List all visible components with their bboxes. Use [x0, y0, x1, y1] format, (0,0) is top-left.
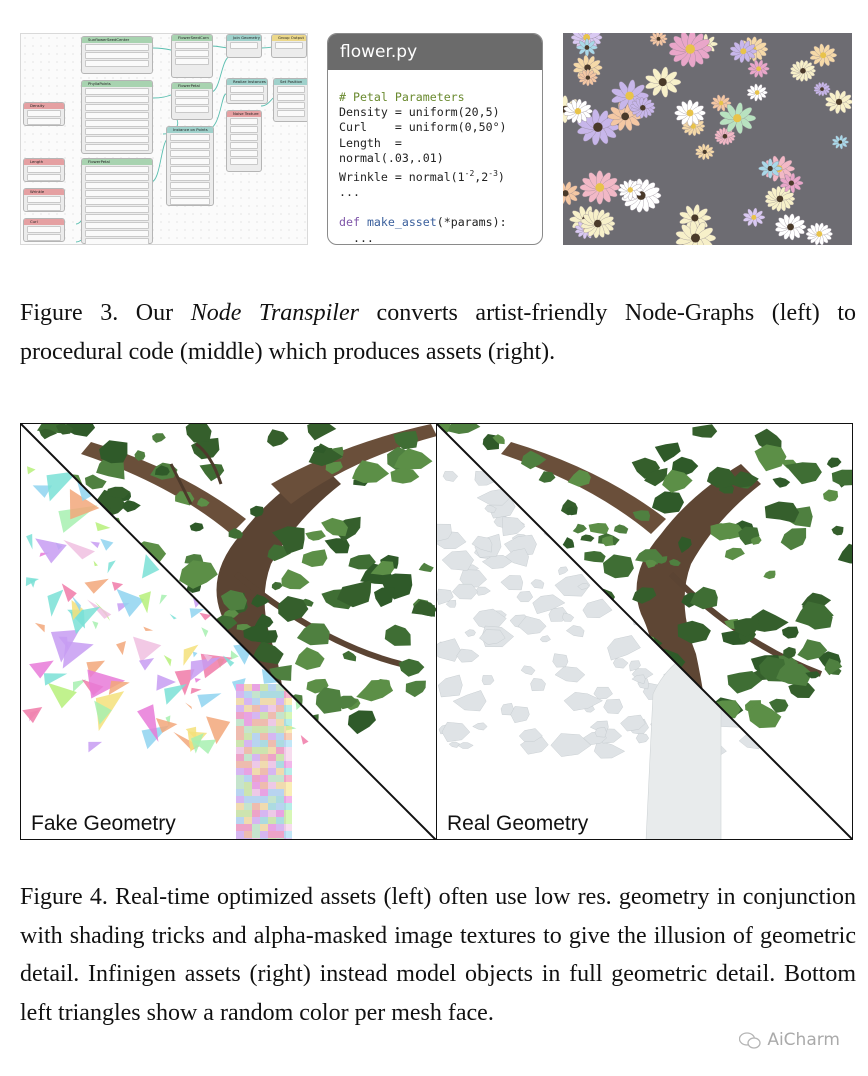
node-wrinkle[interactable] [23, 188, 65, 212]
flower [743, 208, 765, 227]
code-line-curl-value: = uniform(0,50°) [394, 120, 507, 135]
node-length[interactable] [23, 158, 65, 182]
flower [747, 84, 768, 102]
node-title: Realize Instances [227, 79, 267, 85]
node-title: SunflowerSeedCenter [82, 37, 152, 43]
tree-comparison-image [21, 424, 853, 840]
node-group-output[interactable] [271, 34, 307, 58]
node-noise-texture[interactable] [226, 110, 262, 172]
node-title: PhyllaPoints [82, 81, 152, 87]
node-links [21, 34, 308, 245]
code-filename: flower.py [328, 34, 542, 70]
watermark-text: AiCharm [767, 1030, 840, 1050]
flower-assets-render [563, 33, 852, 245]
node-phylla-points[interactable] [81, 80, 153, 154]
code-line-curl-name: Curl [339, 120, 395, 135]
node-title: Curl [24, 219, 64, 225]
code-line-length-cont: normal(.03,.01) [339, 150, 444, 165]
node-title: Join Geometry [227, 35, 261, 41]
flower [580, 171, 620, 205]
flower [758, 159, 782, 179]
node-title: Set Position [274, 79, 308, 85]
node-title: Group Output [272, 35, 306, 41]
flower [650, 33, 668, 47]
node-title: Noise Texture [227, 111, 261, 117]
real-geometry-label: Real Geometry [437, 811, 598, 837]
node-title: FlowerPetal [172, 83, 212, 89]
node-title: FlowerPetal [82, 159, 152, 165]
flower [644, 66, 681, 98]
code-line-density-value: = uniform(20,5) [394, 105, 500, 120]
fake-geometry-label: Fake Geometry [21, 811, 186, 837]
code-wrinkle-mid: ,2 [474, 169, 489, 184]
node-title: Length [24, 159, 64, 165]
flower [748, 59, 770, 78]
flower [806, 222, 833, 245]
flower [814, 82, 831, 96]
figure-4-caption: Figure 4. Real-time optimized assets (left) often use low res. geometry in conjunction with shading tricks and alpha-masked image textures to give the illusion of geometric detail. Infinigen assets (right) instead model objects in full geometric detail. Bottom left triangles show a random color per mesh face. [20, 884, 856, 1026]
code-wrinkle-prefix: = normal(1 [394, 169, 465, 184]
wechat-icon [739, 1032, 761, 1049]
caption-3-italic: Node Transpiler [190, 300, 359, 326]
code-line-length-value: = [394, 135, 402, 150]
node-curl[interactable] [23, 218, 65, 242]
flower [832, 135, 849, 150]
node-join-geometry[interactable] [226, 34, 262, 58]
code-panel [327, 33, 543, 245]
code-comment: # Petal Parameters [339, 90, 465, 104]
figure-4 [20, 423, 853, 840]
flower [825, 90, 852, 115]
node-set-position[interactable] [273, 78, 308, 122]
node-title: Wrinkle [24, 189, 64, 195]
code-wrinkle-exp1: -2 [464, 169, 475, 179]
node-flower-seed-corn[interactable] [171, 34, 213, 78]
watermark [739, 1030, 840, 1050]
flower [775, 213, 806, 240]
code-wrinkle-exp2: -3 [488, 169, 498, 179]
code-line-density-name: Density [339, 105, 395, 120]
code-def-args: (*params): [436, 215, 507, 230]
figure-3-caption [20, 294, 856, 371]
node-title: Instance on Points [167, 127, 213, 133]
flower-assets-image [563, 33, 852, 245]
flower [765, 186, 795, 212]
node-title: FlowerSeedCorn [172, 35, 212, 41]
node-density[interactable] [23, 102, 65, 126]
flower [576, 38, 597, 56]
node-sunflower-seed-center[interactable] [81, 36, 153, 74]
flower [809, 43, 836, 67]
node-title: Density [24, 103, 64, 109]
node-flower-petal-b[interactable] [81, 158, 153, 244]
code-wrinkle-suffix: ) [497, 169, 505, 184]
flower [563, 181, 580, 206]
flower [790, 60, 816, 82]
flower [695, 144, 714, 161]
node-instance-on-points[interactable] [166, 126, 214, 206]
node-graph-panel [20, 33, 308, 245]
code-def-keyword: def [339, 215, 360, 230]
code-ellipsis-2: ... [352, 230, 374, 245]
node-flower-petal-a[interactable] [171, 82, 213, 120]
code-line-wrinkle-name: Wrinkle [339, 169, 395, 184]
node-realize-instances[interactable] [226, 78, 268, 104]
code-body [328, 70, 542, 245]
code-ellipsis: ... [339, 185, 360, 200]
figure-3 [0, 0, 868, 260]
code-line-length-name: Length [339, 135, 395, 150]
caption-3-prefix: Figure 3. Our [20, 300, 191, 326]
caption-3-suffix: converts artist-friendly Node-Graphs (left) to procedural code (middle) which produces assets (right). [20, 300, 856, 365]
code-def-function: make_asset [366, 215, 437, 230]
